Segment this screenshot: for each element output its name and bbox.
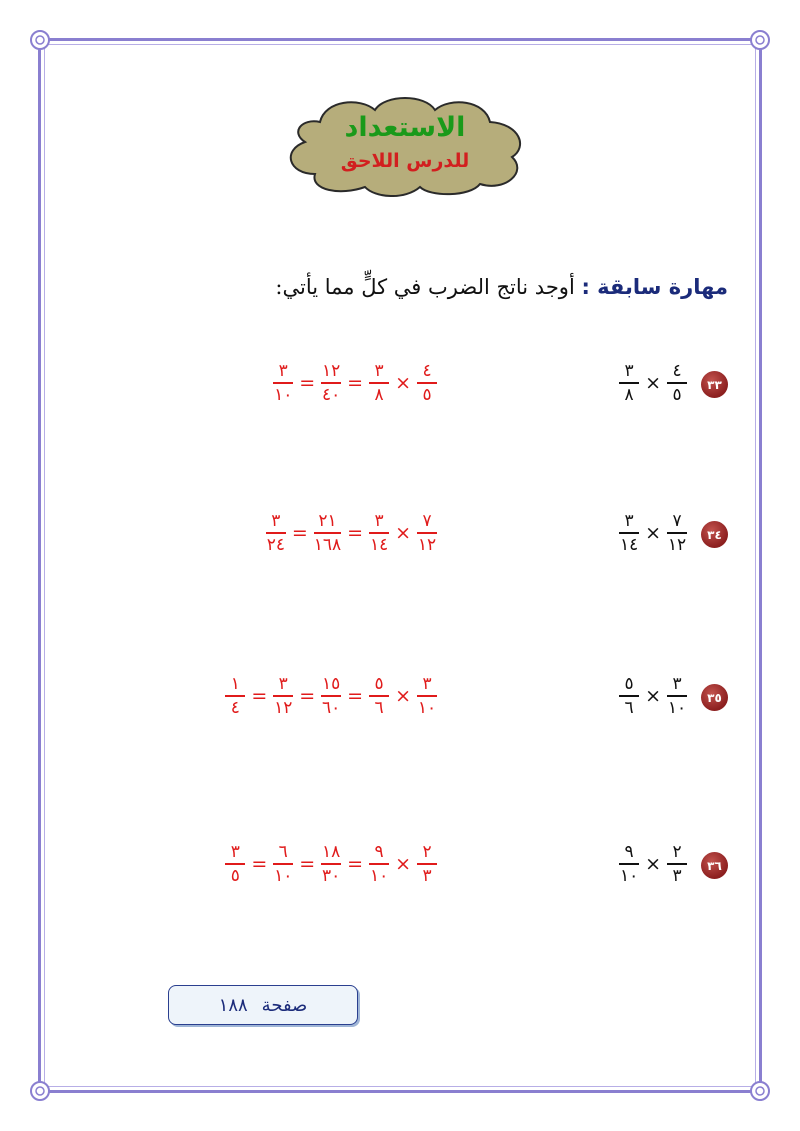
equals-sign: = [251,853,268,875]
numerator: ٣ [271,511,281,531]
cloud-title: الاستعداد [344,112,466,143]
denominator: ١٢ [417,535,437,555]
answer-expression [270,361,440,405]
denominator: ١٠ [369,866,389,886]
numerator: ٣ [422,674,432,694]
answer-expression [222,674,440,718]
numerator: ٤ [422,361,432,381]
fraction-bar [273,863,293,865]
numerator: ٣ [672,674,682,694]
fraction [273,842,293,886]
denominator: ٦ [374,698,384,718]
fraction-bar [619,532,639,534]
denominator: ١٠ [667,698,687,718]
equals-sign: = [299,372,316,394]
denominator: ٥ [230,866,240,886]
fraction-bar [225,863,245,865]
fraction-bar [314,532,341,534]
cloud-subtitle: للدرس اللاحق [340,150,470,172]
fraction-bar [369,382,389,384]
denominator: ١٤ [619,535,639,555]
fraction [273,361,293,405]
fraction-bar [667,695,687,697]
numerator: ٢ [672,842,682,862]
fraction [619,842,639,886]
fraction [321,361,341,405]
times-sign: × [395,685,411,707]
numerator: ٢١ [318,511,337,531]
numerator: ١٢ [322,361,341,381]
equals-sign: = [251,685,268,707]
fraction-bar [667,382,687,384]
fraction [667,842,687,886]
problem-row [0,355,800,415]
problem-number-badge: ٣٥ [701,684,728,711]
denominator: ٣ [422,866,432,886]
denominator: ٥ [422,385,432,405]
numerator: ٣ [278,361,288,381]
denominator: ١٠ [619,866,639,886]
fraction [369,361,389,405]
fraction-bar [273,382,293,384]
cloud-shape [280,92,530,197]
times-sign: × [645,853,661,875]
fraction [314,511,341,555]
fraction [321,842,341,886]
fraction-bar [619,863,639,865]
fraction-bar [273,695,293,697]
answer-expression [222,842,440,886]
fraction [225,842,245,886]
numerator: ٣ [624,361,634,381]
problem-row [0,836,800,896]
fraction [667,674,687,718]
numerator: ١ [230,674,240,694]
fraction-bar [667,532,687,534]
times-sign: × [645,522,661,544]
corner-ornament-icon [749,1080,771,1102]
fraction-bar [321,382,341,384]
times-sign: × [395,853,411,875]
denominator: ١٠ [274,866,293,886]
fraction-bar [417,532,437,534]
denominator: ٤٠ [322,385,341,405]
instruction-line [275,275,728,299]
numerator: ٣ [230,842,240,862]
numerator: ١٨ [322,842,341,862]
answer-expression [263,511,440,555]
fraction [225,674,245,718]
fraction [619,361,639,405]
fraction-bar [369,863,389,865]
denominator: ٢٤ [266,535,285,555]
question-expression [616,361,690,405]
denominator: ٨ [624,385,634,405]
fraction [369,511,389,555]
question-expression [616,842,690,886]
times-sign: × [395,522,411,544]
problem-number-badge: ٣٣ [701,371,728,398]
instruction-text: أوجد ناتج الضرب في كلٍّ مما يأتي: [275,275,575,299]
fraction [667,511,687,555]
times-sign: × [645,372,661,394]
fraction [619,511,639,555]
numerator: ٢ [422,842,432,862]
fraction-bar [369,695,389,697]
fraction [667,361,687,405]
fraction-bar [225,695,245,697]
denominator: ١٦٨ [313,535,342,555]
corner-ornament-icon [29,29,51,51]
denominator: ٣٠ [322,866,341,886]
fraction [417,674,437,718]
equals-sign: = [299,853,316,875]
fraction-bar [619,695,639,697]
denominator: ١٢ [667,535,687,555]
equals-sign: = [347,522,364,544]
problem-row [0,505,800,565]
denominator: ١٢ [274,698,293,718]
denominator: ١٠ [417,698,437,718]
fraction-bar [321,863,341,865]
page-border-inner [44,44,756,1087]
page-number-box [168,985,358,1025]
corner-ornament-icon [749,29,771,51]
denominator: ٣ [672,866,682,886]
page-label: صفحة [261,994,308,1016]
numerator: ٣ [374,511,384,531]
problem-row [0,668,800,728]
numerator: ٧ [422,511,432,531]
numerator: ٦ [278,842,288,862]
fraction-bar [417,382,437,384]
denominator: ٦٠ [322,698,341,718]
fraction [266,511,286,555]
times-sign: × [645,685,661,707]
page-number: ١٨٨ [218,994,248,1016]
numerator: ٣ [374,361,384,381]
numerator: ١٥ [322,674,341,694]
denominator: ١٠ [274,385,293,405]
numerator: ٣ [624,511,634,531]
numerator: ٧ [672,511,682,531]
equals-sign: = [291,522,308,544]
numerator: ٤ [672,361,682,381]
fraction [619,674,639,718]
corner-ornament-icon [29,1080,51,1102]
fraction [417,842,437,886]
fraction-bar [417,695,437,697]
denominator: ٨ [374,385,384,405]
fraction [417,511,437,555]
denominator: ١٤ [369,535,389,555]
equals-sign: = [347,372,364,394]
fraction-bar [369,532,389,534]
fraction-bar [266,532,286,534]
problem-number-badge: ٣٤ [701,521,728,548]
times-sign: × [395,372,411,394]
fraction-bar [619,382,639,384]
question-expression [616,511,690,555]
skill-label: مهارة سابقة : [581,275,728,299]
fraction-bar [667,863,687,865]
numerator: ٩ [624,842,634,862]
fraction-bar [417,863,437,865]
numerator: ٩ [374,842,384,862]
numerator: ٥ [374,674,384,694]
fraction [321,674,341,718]
denominator: ٦ [624,698,634,718]
denominator: ٥ [672,385,682,405]
question-expression [616,674,690,718]
problem-number-badge: ٣٦ [701,852,728,879]
fraction [417,361,437,405]
denominator: ٤ [230,698,240,718]
fraction [369,842,389,886]
equals-sign: = [347,685,364,707]
numerator: ٣ [278,674,288,694]
fraction [369,674,389,718]
equals-sign: = [347,853,364,875]
fraction-bar [321,695,341,697]
fraction [273,674,293,718]
equals-sign: = [299,685,316,707]
numerator: ٥ [624,674,634,694]
